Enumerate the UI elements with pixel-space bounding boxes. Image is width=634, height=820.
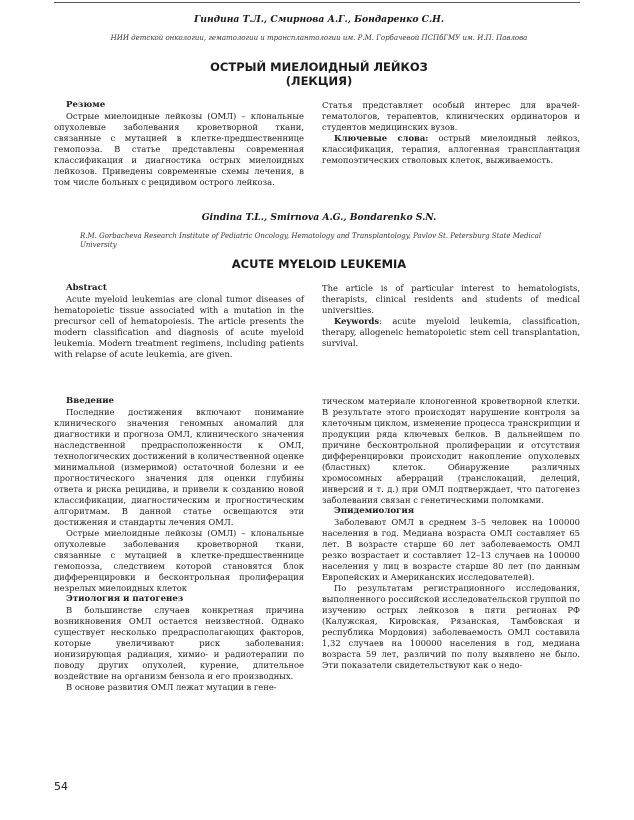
- abstract-text: Acute myeloid leukemias are clonal tumor diseases of hematopoietic tissue associated with a mutation in the precursor cell of hematopoiesis. The article presents the modern classification and diagnosis of acute myeloid leukemia. Modern treatment regimens, including patients with relapse of acute leukemia, are given.: [54, 294, 304, 359]
- header-rule: [54, 2, 580, 3]
- summary-text: Острые миелоидные лейкозы (ОМЛ) – клональные опухолевые заболевания кроветворной ткани, связанные с мутацией в клетке-предшественнице гемопоэза. В статье представлены современная классификация и диагностика острых миелоидных лейкозов. Приведены современные схемы лечения, в том числе больных с рецидивом острого лейкоза.: [54, 111, 304, 187]
- etiology-paragraph-2: В основе развития ОМЛ лежат мутации в гене-: [66, 682, 277, 692]
- intro-heading: Введение: [66, 396, 115, 406]
- interest-text-ru: Статья представляет особый интерес для врачей-гематологов, терапевтов, клинических ординаторов и студентов медицинских вузов.: [322, 100, 580, 132]
- body-left-column: [54, 396, 304, 693]
- epidemiology-paragraph-2: По результатам регистрационного исследования, выполненного российской исследовательской группой по изучению острых лейкозов в пяти регионах РФ (Калужская, Кировская, Рязанская, Тамбовская и республика Мордовия) заболеваемость ОМЛ составила 1,32 случаев на 100000 населения в год, медиана возраста 59 лет, различий по полу выявлено не было. Эти показатели свидетельствуют как о недо-: [322, 583, 580, 670]
- abstract-en-column: [54, 283, 304, 360]
- authors-en: Gindina T.L., Smirnova A.G., Bondarenko S.N.: [201, 212, 437, 223]
- keywords-en: [322, 316, 580, 349]
- keywords-label-en: Keywords: [334, 316, 380, 326]
- authors-ru: Гиндина Т.Л., Смирнова А.Г., Бондаренко С.Н.: [193, 14, 445, 25]
- affiliation-en: R.M. Gorbacheva Research Institute of Pediatric Oncology, Hematology and Transplantology, Pavlov St. Petersburg State Medical University: [80, 232, 542, 249]
- summary-ru-column: [54, 100, 304, 188]
- etiology-heading: Этиология и патогенез: [66, 594, 184, 604]
- intro-paragraph-1: Последние достижения включают понимание клинического значения геномных аномалий для диагностики и прогноза ОМЛ, клинического значения наследственной предрасположенности к ОМЛ, технологических достижений в количественной оценке минимальной (измеримой) остаточной болезни и ее прогностического значения для оценки глубины ответа и риска рецидива, и привели к созданию новой классификации, диагностическим и прогностическим алгоритмам. В данной статье освещаются эти достижения и стандарты лечения ОМЛ.: [54, 407, 304, 527]
- keywords-ru: [322, 133, 580, 166]
- etiology-paragraph-1: В большинстве случаев конкретная причина возникновения ОМЛ остается неизвестной. Однако существует несколько предрасполагающих факторов, которые увеличивают риск заболевания: ионизирующая радиация, химио- и радиотерапии по поводу других опухолей, курение, длительное воздействие на организм бензола и его производных.: [54, 605, 304, 681]
- epidemiology-paragraph-1: Заболевают ОМЛ в среднем 3–5 человек на 100000 населения в год. Медиана возраста ОМЛ составляет 65 лет. В возрасте старше 60 лет заболеваемость ОМЛ резко возрастает и составляет 12–13 случаев на 100000 населения у лиц в возрасте старше 80 лет (по данным Европейских и Американских исследователей).: [322, 517, 580, 582]
- pathogenesis-continuation: тическом материале клоногенной кроветворной клетки. В результате этого происходят нарушение контроля за клеточным циклом, изменение процесса транскрипции и продукции ряда ключевых белков. В дальнейшем по причине бесконтрольной пролиферации и отсутствия дифференцировки происходит накопление опухолевых (бластных) клеток. Обнаружение различных хромосомных аберраций (транслокаций, делеций, инверсий и т. д.) при ОМЛ подтверждает, что патогенез заболевания связан с генетическими поломками.: [322, 396, 580, 505]
- title-ru-line1: ОСТРЫЙ МИЕЛОИДНЫЙ ЛЕЙКОЗ: [210, 60, 428, 74]
- keywords-text-ru: острый миелоидный лейкоз, классификация, терапия, аллогенная трансплантация гемопоэтических стволовых клеток, выживаемость.: [322, 133, 580, 165]
- title-ru-line2: (ЛЕКЦИЯ): [285, 74, 353, 88]
- title-en: ACUTE MYELOID LEUKEMIA: [231, 257, 407, 271]
- keywords-en-column: [322, 283, 580, 349]
- abstract-heading: Abstract: [66, 283, 107, 293]
- affiliation-ru: НИИ детской онкологии, гематологии и трансплантологии им. Р.М. Горбачевой ПСПбГМУ им. И.П. Павлова: [110, 34, 528, 42]
- keywords-text-en: : acute myeloid leukemia, classification, therapy, allogeneic hematopoietic stem cell transplantation, survival.: [322, 316, 580, 348]
- epidemiology-heading: Эпидемиология: [334, 506, 415, 516]
- intro-paragraph-2: Острые миелоидные лейкозы (ОМЛ) – клональные опухолевые заболевания кроветворной ткани, связанные с мутацией в клетке-предшественнице гемопоэза, следствием которой становятся блок дифференцировки и бесконтрольная пролиферация незрелых миелоидных клеток: [54, 528, 304, 593]
- summary-heading: Резюме: [66, 100, 106, 110]
- body-right-column: [322, 396, 580, 671]
- keywords-label-ru: Ключевые слова:: [334, 133, 429, 143]
- interest-text-en: The article is of particular interest to hematologists, therapists, clinical residents and students of medical universities.: [322, 283, 580, 315]
- page-number: 54: [54, 780, 68, 793]
- keywords-ru-column: [322, 100, 580, 166]
